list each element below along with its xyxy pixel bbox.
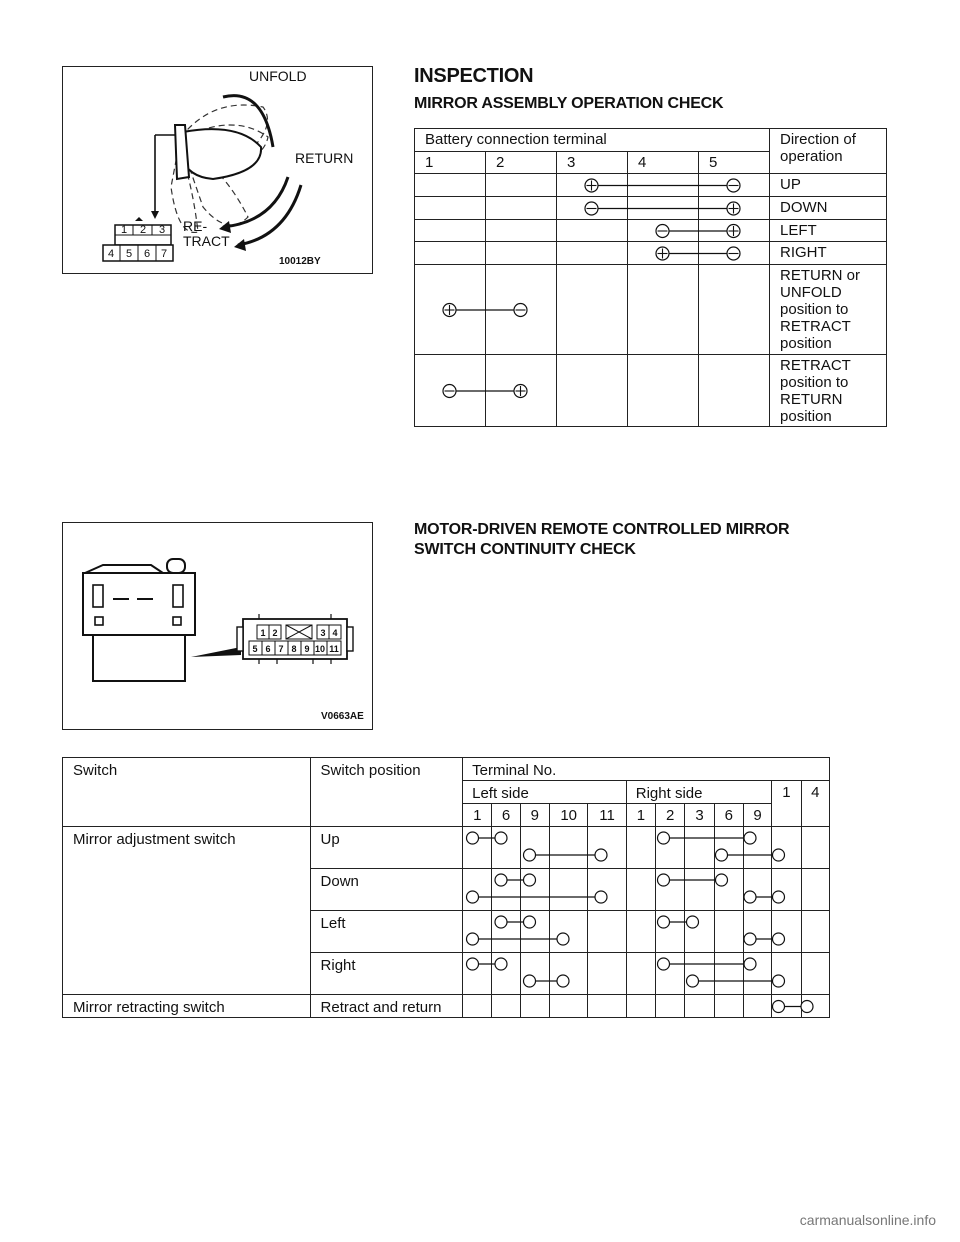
table-row: [415, 242, 887, 265]
footer-watermark: carmanualsonline.info: [799, 1212, 936, 1228]
terminal-header: 11: [588, 804, 626, 827]
table-row: [415, 355, 887, 427]
header-right-side: Right side: [626, 781, 771, 804]
switch-continuity-table: [62, 757, 830, 1018]
terminal-header: 4: [801, 781, 829, 827]
header-direction: Direction of operation: [770, 129, 887, 174]
pin-label: 8: [291, 644, 297, 654]
header-left-side: Left side: [463, 781, 627, 804]
terminal-header: 5: [699, 152, 770, 174]
terminal-header: 1: [463, 804, 492, 827]
direction-cell: DOWN: [770, 197, 887, 220]
direction-cell: RIGHT: [770, 242, 887, 265]
terminal-header: 1: [772, 781, 801, 827]
pin-label: 5: [125, 248, 133, 260]
label-return: RETURN: [295, 150, 354, 166]
table-row: [415, 220, 887, 242]
section-title-operation-check: MIRROR ASSEMBLY OPERATION CHECK: [414, 95, 724, 112]
pin-label: 5: [252, 644, 258, 654]
figure-code: 10012BY: [279, 256, 321, 267]
pin-label: 9: [304, 644, 310, 654]
page-title: INSPECTION: [414, 65, 534, 87]
terminal-header: 3: [557, 152, 628, 174]
pin-label: 3: [158, 224, 166, 236]
direction-cell: RETRACT position to RETURN position: [770, 355, 887, 427]
table-row: [415, 174, 887, 197]
direction-cell: RETURN or UNFOLD position to RETRACT position: [770, 265, 887, 355]
pin-label: 3: [320, 628, 326, 638]
header-battery-terminal: Battery connection terminal: [415, 129, 770, 152]
pin-label: 11: [329, 644, 339, 654]
pin-label: 4: [107, 248, 115, 260]
terminal-header: 6: [714, 804, 743, 827]
table-row: [63, 995, 830, 1018]
terminal-header: 1: [415, 152, 486, 174]
terminal-header: 2: [486, 152, 557, 174]
terminal-header: 9: [520, 804, 549, 827]
header-switch: Switch: [63, 758, 311, 827]
switch-name: Mirror adjustment switch: [63, 827, 311, 995]
label-retract-1: RE-: [183, 218, 208, 234]
pin-label: 7: [278, 644, 284, 654]
pin-label: 1: [260, 628, 266, 638]
switch-name: Mirror retracting switch: [63, 995, 311, 1018]
section-title-continuity-1: MOTOR-DRIVEN REMOTE CONTROLLED MIRROR: [414, 521, 790, 538]
connector-7pin: [103, 217, 173, 261]
mirror-fold-figure: [62, 66, 373, 274]
pin-label: 6: [265, 644, 271, 654]
switch-position: Right: [310, 953, 463, 995]
switch-connector-illustration: [63, 523, 372, 729]
table-row: [63, 827, 830, 869]
header-terminal-no: Terminal No.: [463, 758, 830, 781]
terminal-header: 4: [628, 152, 699, 174]
pin-label: 4: [332, 628, 338, 638]
switch-position: Retract and return: [310, 995, 463, 1018]
table-row: [415, 197, 887, 220]
pin-label: 6: [143, 248, 151, 260]
pin-label: 1: [120, 224, 128, 236]
pin-label: 10: [314, 644, 326, 654]
terminal-header: 3: [685, 804, 714, 827]
terminal-header: 9: [743, 804, 771, 827]
table-row: [415, 265, 887, 355]
switch-connector-figure: [62, 522, 373, 730]
terminal-header: 2: [656, 804, 685, 827]
section-title-continuity-2: SWITCH CONTINUITY CHECK: [414, 541, 636, 558]
switch-position: Down: [310, 869, 463, 911]
label-retract-2: TRACT: [183, 233, 230, 249]
pin-label: 2: [272, 628, 278, 638]
direction-cell: UP: [770, 174, 887, 197]
pin-label: 7: [160, 248, 168, 260]
figure-code: V0663AE: [321, 711, 364, 722]
connector-11pin: [237, 614, 353, 664]
switch-position: Up: [310, 827, 463, 869]
terminal-header: 10: [549, 804, 587, 827]
terminal-header: 6: [492, 804, 520, 827]
switch-position: Left: [310, 911, 463, 953]
header-switch-position: Switch position: [310, 758, 463, 827]
operation-check-table: [414, 128, 887, 427]
terminal-header: 1: [626, 804, 655, 827]
label-unfold: UNFOLD: [249, 68, 307, 84]
pin-label: 2: [139, 224, 147, 236]
mirror-fold-illustration: [63, 67, 372, 273]
direction-cell: LEFT: [770, 220, 887, 242]
